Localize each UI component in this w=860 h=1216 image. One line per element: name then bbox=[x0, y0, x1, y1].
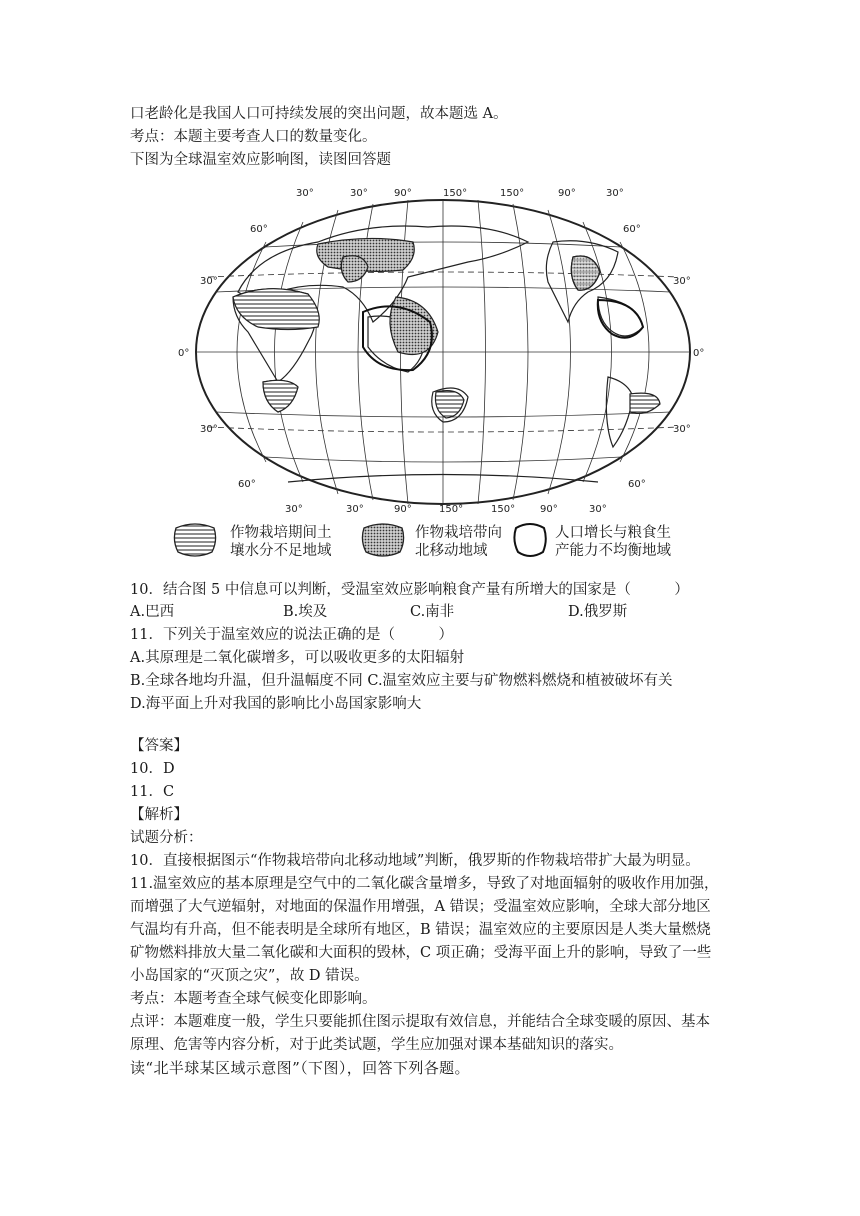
map-legend bbox=[170, 518, 700, 570]
q10-option-d: D.俄罗斯 bbox=[568, 604, 628, 620]
comment-line: 原理、危害等内容分析，对于此类试题，学生应加强对课本基础知识的落实。 bbox=[130, 1037, 623, 1053]
map-left-label: 60° bbox=[250, 224, 268, 235]
map-left-label: 30° bbox=[200, 276, 218, 287]
legend-text: 人口增长与粮食生 bbox=[555, 525, 671, 541]
legend-text: 作物栽培期间土 bbox=[230, 525, 332, 541]
answer-11: 11．C bbox=[130, 784, 175, 800]
explanation-11-line: 气温均有升高，但不能表明是全球所有地区，B 错误；温室效应的主要原因是人类大量燃烧 bbox=[130, 922, 711, 938]
horizontal-hatch-icon bbox=[170, 520, 220, 560]
map-left-label: 30° bbox=[200, 424, 218, 435]
analysis-label: 试题分析： bbox=[130, 830, 203, 846]
explanation-11-line: 11.温室效应的基本原理是空气中的二氧化碳含量增多，导致了对地面辐射的吸收作用加强， bbox=[130, 876, 719, 892]
answer-10: 10．D bbox=[130, 761, 175, 777]
next-question-intro: 读“北半球某区域示意图”（下图），回答下列各题。 bbox=[130, 1059, 470, 1077]
map-left-label: 60° bbox=[238, 479, 256, 490]
map-bottom-label: 90° bbox=[540, 504, 558, 514]
map-top-label: 150° bbox=[500, 188, 525, 199]
map-top-label: 90° bbox=[558, 188, 576, 199]
q11-option-bc: B.全球各地均升温，但升温幅度不同 C.温室效应主要与矿物燃料燃烧和植被破坏有关 bbox=[130, 673, 673, 689]
explanation-11-line: 矿物燃料排放大量二氧化碳和大面积的毁林，C 项正确；受海平面上升的影响，导致了一些 bbox=[130, 945, 712, 961]
map-right-label: 60° bbox=[623, 224, 641, 235]
intro-line-1: 口老龄化是我国人口可持续发展的突出问题，故本题选 A。 bbox=[130, 106, 508, 122]
legend-text: 产能力不均衡地域 bbox=[555, 543, 671, 559]
map-top-label: 30° bbox=[296, 188, 314, 199]
map-left-label: 0° bbox=[178, 348, 190, 359]
map-bottom-label: 30° bbox=[589, 504, 607, 514]
dotted-area-icon bbox=[358, 520, 408, 560]
q10-option-b: B.埃及 bbox=[283, 604, 328, 620]
map-bottom-label: 150° bbox=[439, 504, 464, 514]
map-bottom-label: 90° bbox=[394, 504, 412, 514]
kaodian: 考点：本题考查全球气候变化即影响。 bbox=[130, 991, 377, 1007]
q10-stem: 10．结合图 5 中信息可以判断，受温室效应影响粮食产量有所增大的国家是（ ） bbox=[130, 582, 689, 598]
legend-text: 作物栽培带向 bbox=[415, 525, 502, 541]
map-right-label: 30° bbox=[673, 424, 691, 435]
q11-option-a: A.其原理是二氧化碳增多，可以吸收更多的太阳辐射 bbox=[130, 650, 465, 666]
intro-line-2: 考点：本题主要考查人口的数量变化。 bbox=[130, 129, 377, 145]
outline-area-icon bbox=[510, 520, 550, 560]
map-bottom-label: 150° bbox=[491, 504, 516, 514]
intro-line-3: 下图为全球温室效应影响图，读图回答题 bbox=[130, 152, 391, 168]
legend-text: 壤水分不足地域 bbox=[230, 543, 332, 559]
map-top-label: 150° bbox=[443, 188, 468, 199]
map-top-label: 30° bbox=[606, 188, 624, 199]
explanation-11-line: 而增强了大气逆辐射，对地面的保温作用增强，A 错误；受温室效应影响，全球大部分地区 bbox=[130, 899, 711, 915]
q10-option-c: C.南非 bbox=[410, 604, 455, 620]
map-bottom-label: 30° bbox=[346, 504, 364, 514]
explanation-10: 10．直接根据图示“作物栽培带向北移动地域”判断，俄罗斯的作物栽培带扩大最为明显。 bbox=[130, 853, 700, 869]
map-bottom-label: 30° bbox=[285, 504, 303, 514]
world-greenhouse-map bbox=[168, 182, 718, 514]
map-right-label: 0° bbox=[693, 348, 705, 359]
map-top-label: 90° bbox=[394, 188, 412, 199]
analysis-header: 【解析】 bbox=[130, 807, 188, 823]
map-right-label: 60° bbox=[628, 479, 646, 490]
map-top-label: 30° bbox=[350, 188, 368, 199]
answer-header: 【答案】 bbox=[130, 738, 188, 754]
q10-option-a: A.巴西 bbox=[130, 604, 175, 620]
map-right-label: 30° bbox=[673, 276, 691, 287]
comment-line: 点评：本题难度一般，学生只要能抓住图示提取有效信息，并能结合全球变暖的原因、基本 bbox=[130, 1014, 710, 1030]
explanation-11-line: 小岛国家的“灭顶之灾”，故 D 错误。 bbox=[130, 968, 369, 984]
q11-option-d: D.海平面上升对我国的影响比小岛国家影响大 bbox=[130, 696, 422, 712]
q11-stem: 11．下列关于温室效应的说法正确的是（ ） bbox=[130, 627, 453, 643]
legend-text: 北移动地域 bbox=[415, 543, 488, 559]
